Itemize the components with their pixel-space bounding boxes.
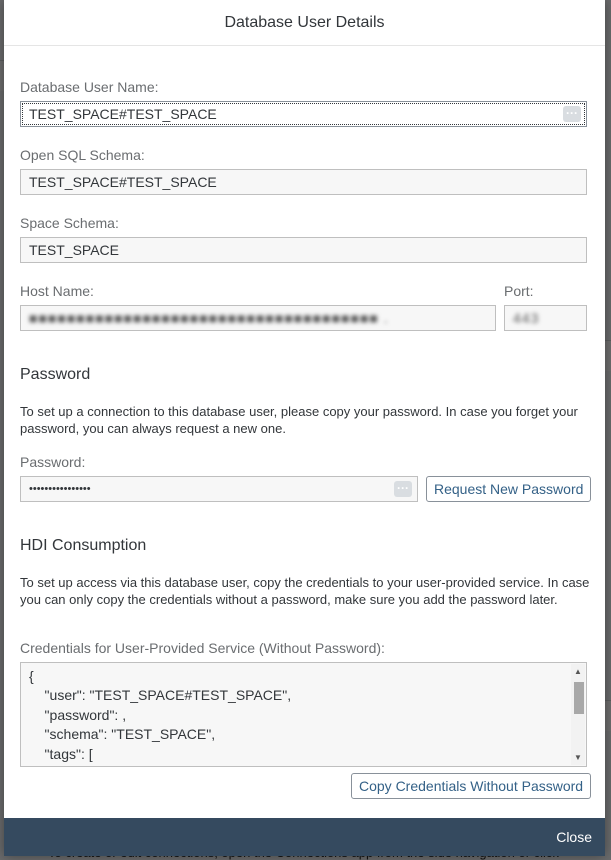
value-help-icon[interactable]: ···: [563, 106, 581, 122]
password-masked-value: ••••••••••••••••: [29, 483, 91, 495]
password-label: Password:: [20, 454, 86, 470]
space-schema-value: TEST_SPACE: [29, 242, 119, 258]
request-new-password-button[interactable]: Request New Password: [426, 476, 591, 502]
port-field[interactable]: [504, 305, 587, 331]
password-description: To set up a connection to this database user, please copy your password. In case you forget your password, you can always request a new one.: [20, 404, 578, 436]
credentials-textarea[interactable]: [20, 662, 587, 767]
dialog-title: Database User Details: [224, 13, 385, 31]
code-line: "tags": [: [29, 746, 93, 762]
scroll-down-icon[interactable]: ▼: [574, 753, 582, 762]
host-name-field[interactable]: [20, 305, 496, 331]
copy-credentials-button[interactable]: Copy Credentials Without Password: [351, 773, 591, 799]
space-schema-label: Space Schema:: [20, 215, 119, 231]
scroll-up-icon[interactable]: ▲: [574, 667, 582, 676]
user-name-value: TEST_SPACE#TEST_SPACE: [29, 106, 217, 122]
host-name-value: ■■■■■■■■■■■■■■■■■■■■■■■■■■■■■■■■■■■■■ .: [29, 310, 389, 326]
dialog-header: [4, 0, 605, 46]
port-label: Port:: [504, 283, 534, 299]
database-user-details-dialog: [4, 0, 605, 856]
code-line: "schema": "TEST_SPACE",: [29, 726, 216, 742]
show-password-icon[interactable]: ···: [394, 481, 412, 497]
host-name-label: Host Name:: [20, 283, 94, 299]
user-name-field[interactable]: [20, 101, 587, 127]
code-line: "password": ,: [29, 707, 127, 723]
password-section-title: Password: [20, 366, 91, 383]
hdi-section-title: HDI Consumption: [20, 537, 147, 554]
hdi-description: To set up access via this database user, copy the credentials to your user-provided service. In case you can only copy the credentials without a password, make sure you add the password later.: [20, 575, 590, 607]
credentials-scrollbar[interactable]: [571, 664, 585, 765]
open-sql-schema-value: TEST_SPACE#TEST_SPACE: [29, 174, 217, 190]
scrollbar-thumb[interactable]: [574, 682, 584, 714]
credentials-label: Credentials for User-Provided Service (Without Password):: [20, 640, 385, 656]
space-schema-field[interactable]: [20, 237, 587, 263]
user-name-label: Database User Name:: [20, 79, 159, 95]
dialog-footer: [4, 818, 605, 856]
open-sql-schema-field[interactable]: [20, 169, 587, 195]
close-button[interactable]: Close: [556, 829, 592, 845]
password-field[interactable]: [20, 476, 418, 502]
port-value: 443: [513, 310, 540, 326]
open-sql-schema-label: Open SQL Schema:: [20, 147, 145, 163]
code-line: "user": "TEST_SPACE#TEST_SPACE",: [29, 687, 292, 703]
code-line: {: [29, 668, 34, 684]
